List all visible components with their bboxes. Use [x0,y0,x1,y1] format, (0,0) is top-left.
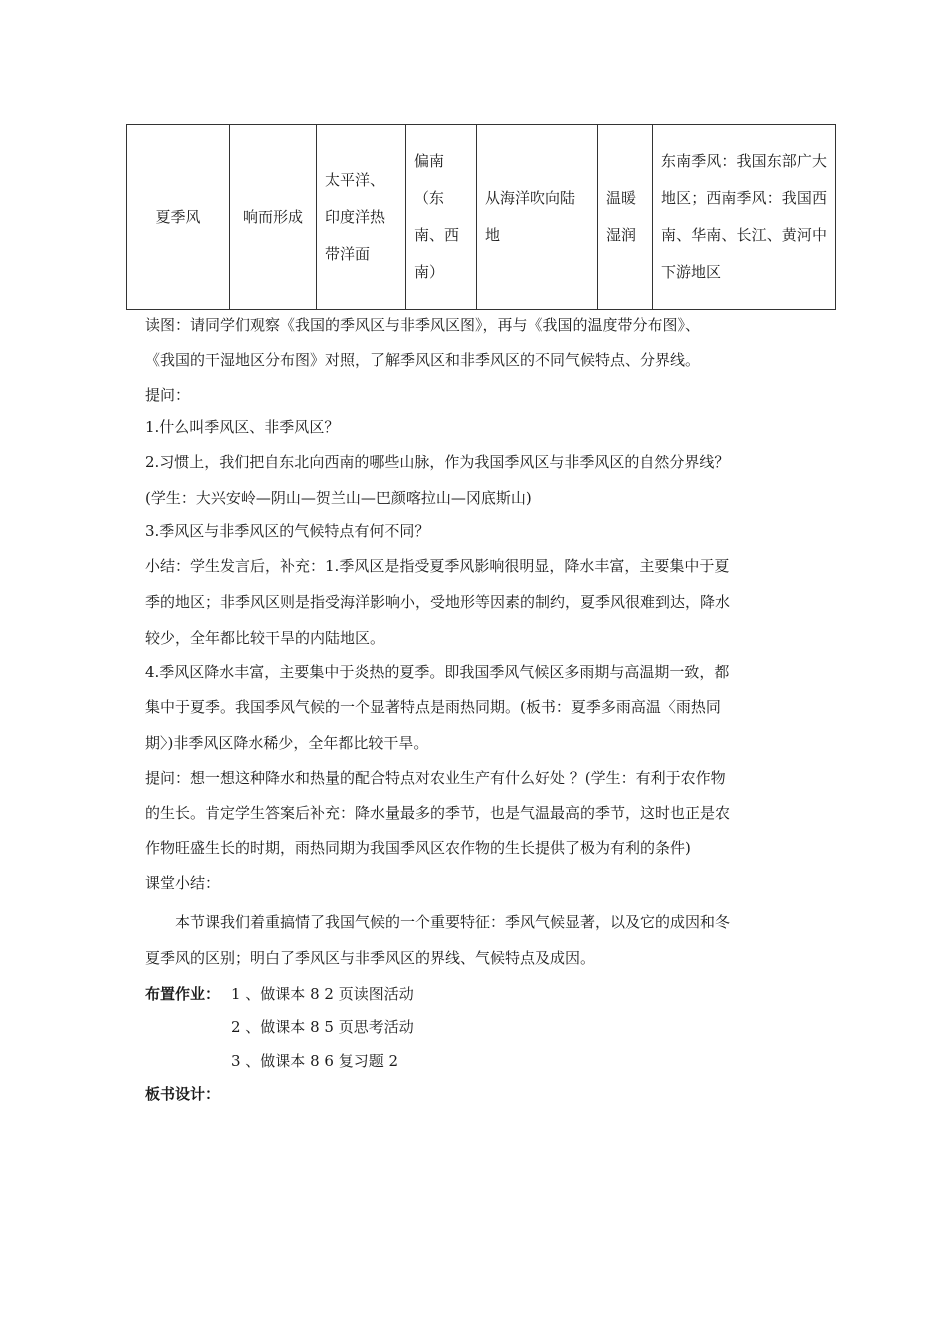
summary-line-1: 小结：学生发言后，补充：1.季风区是指受夏季风影响很明显，降水丰富，主要集中于夏 [145,557,730,575]
homework-item-3: 3 、做课本 8 6 复习题 2 [231,1052,399,1070]
question-2: 2.习惯上，我们把自东北向西南的哪些山脉，作为我国季风区与非季风区的自然分界线？ [145,453,730,471]
board-design-label: 板书设计： [145,1085,221,1103]
cell-source: 太平洋、印度洋热带洋面 [317,125,406,310]
student-answer: (学生：大兴安岭—阴山—贺兰山—巴颜喀拉山—冈底斯山) [145,489,532,507]
class-summary-label: 课堂小结： [145,874,221,892]
cell-formation: 响而形成 [230,125,317,310]
ask-label: 提问： [145,386,191,404]
read-map-line-2: 《我国的干湿地区分布图》对照，了解季风区和非季风区的不同气候特点、分界线。 [145,351,701,369]
class-summary-line-1: 本节课我们着重搞情了我国气候的一个重要特征：季风气候显著，以及它的成因和冬 [175,913,731,931]
point-4-line-1: 4.季风区降水丰富，主要集中于炎热的夏季。即我国季风气候区多雨期与高温期一致，都 [145,663,730,681]
class-summary-line-2: 夏季风的区别；明白了季风区与非季风区的界线、气候特点及成因。 [145,949,596,967]
homework-label: 布置作业： [145,985,221,1003]
cell-nature: 温暖湿润 [598,125,653,310]
cell-path: 从海洋吹向陆地 [477,125,598,310]
ask2-line-2: 的生长。肯定学生答案后补充：降水量最多的季节，也是气温最高的季节，这时也正是农 [145,804,731,822]
cell-type: 夏季风 [127,125,230,310]
cell-region: 东南季风：我国东部广大地区；西南季风：我国西南、华南、长江、黄河中下游地区 [653,125,836,310]
question-1: 1.什么叫季风区、非季风区？ [145,418,340,436]
read-map-line-1: 读图：请同学们观察《我国的季风区与非季风区图》，再与《我国的温度带分布图》、 [145,316,701,334]
summary-line-3: 较少，全年都比较干旱的内陆地区。 [145,629,386,647]
point-4-line-2: 集中于夏季。我国季风气候的一个显著特点是雨热同期。(板书：夏季多雨高温〈雨热同 [145,698,721,716]
point-4-line-3: 期〉)非季风区降水稀少，全年都比较干旱。 [145,734,429,752]
ask2-line-1: 提问：想一想这种降水和热量的配合特点对农业生产有什么好处 ？(学生：有利于农作物 [145,769,726,787]
summary-line-2: 季的地区；非季风区则是指受海洋影响小，受地形等因素的制约，夏季风很难到达，降水 [145,593,731,611]
homework-item-1: 1 、做课本 8 2 页读图活动 [231,985,414,1003]
summer-monsoon-table [126,124,836,310]
homework-item-2: 2 、做课本 8 5 页思考活动 [231,1018,414,1036]
table-row [127,125,836,310]
question-3: 3.季风区与非季风区的气候特点有何不同？ [145,522,430,540]
cell-direction: 偏南（东南、西南） [406,125,477,310]
ask2-line-3: 作物旺盛生长的时期，雨热同期为我国季风区农作物的生长提供了极为有利的条件) [145,839,691,857]
